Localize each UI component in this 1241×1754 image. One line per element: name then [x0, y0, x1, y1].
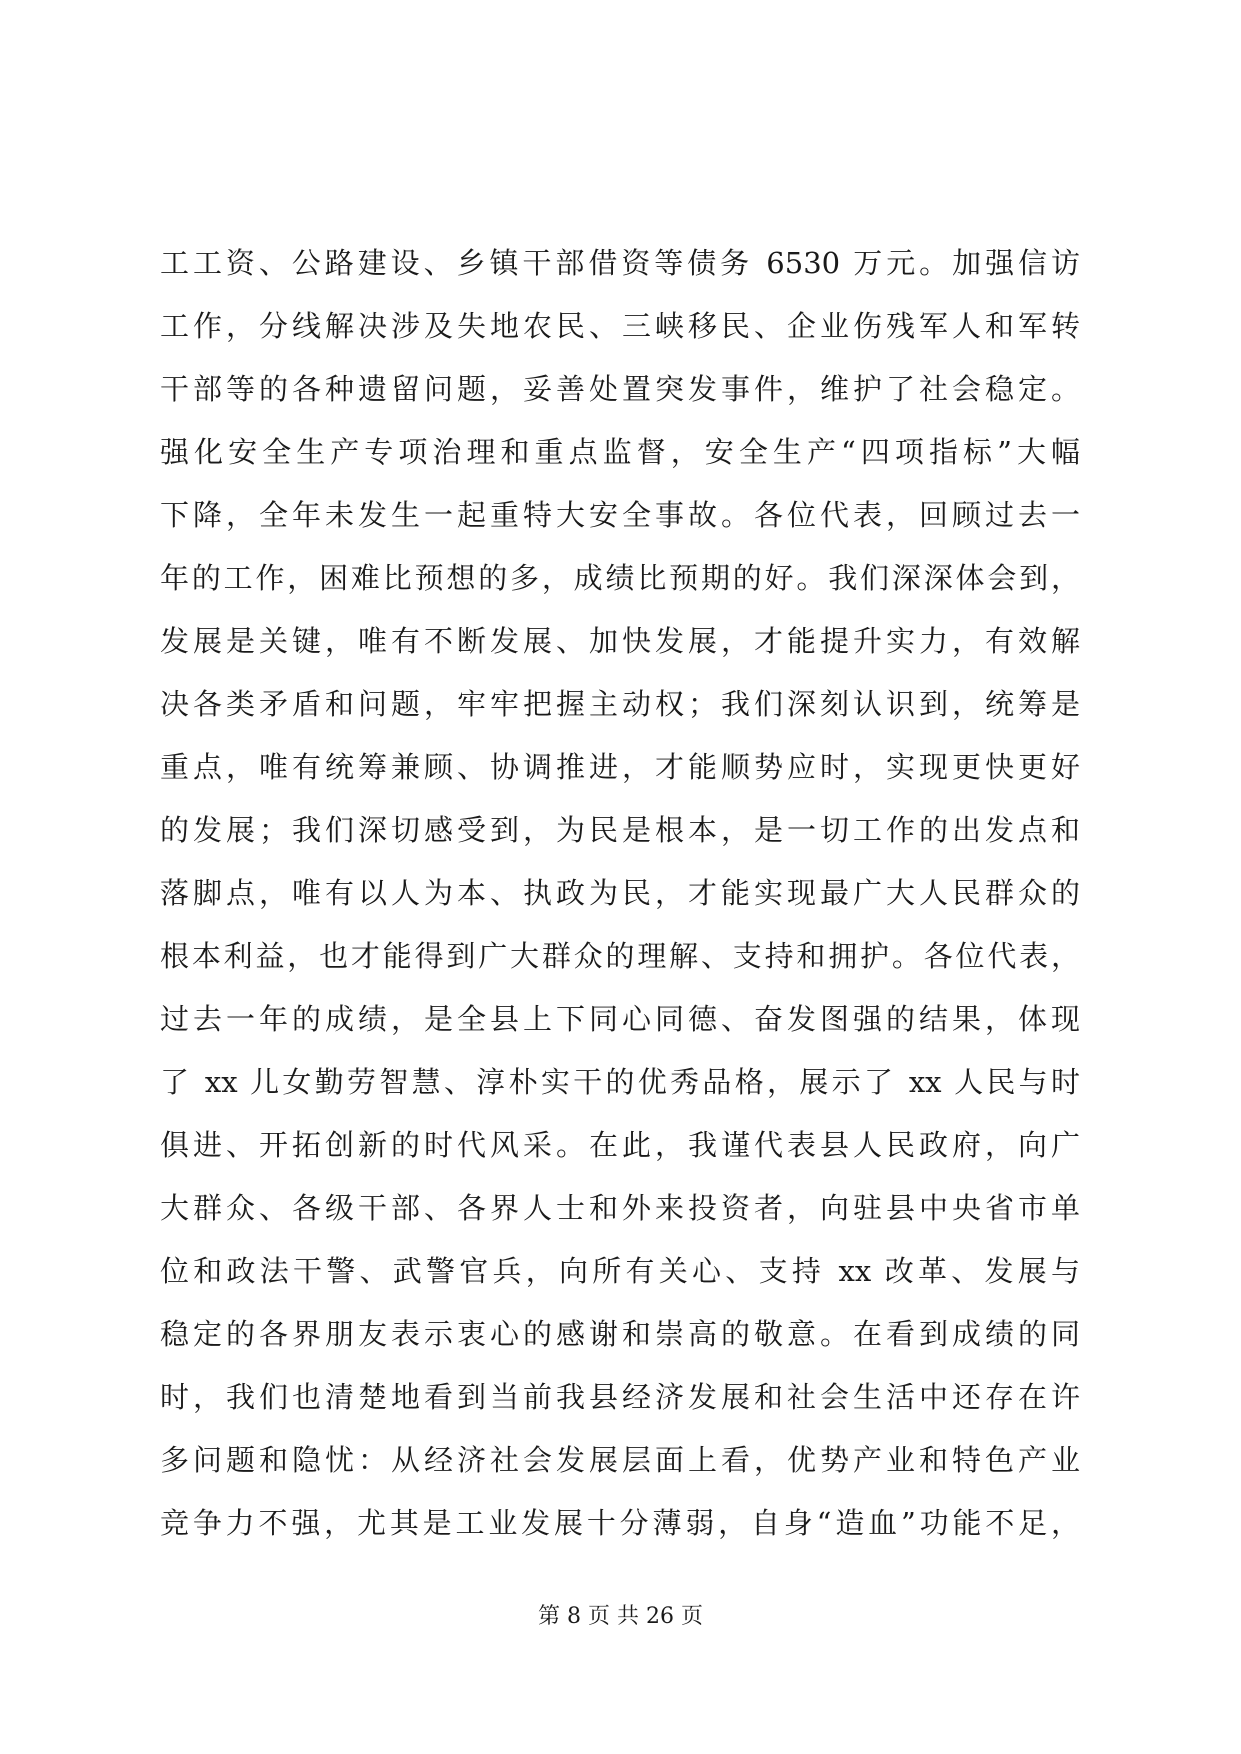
text-line: 多问题和隐忧：从经济社会发展层面上看，优势产业和特色产业 — [160, 1443, 1080, 1477]
text-line: 重点，唯有统筹兼顾、协调推进，才能顺势应时，实现更快更好 — [160, 750, 1080, 784]
text-line: 下降，全年未发生一起重特大安全事故。各位代表，回顾过去一 — [160, 498, 1080, 532]
text-line: 工工资、公路建设、乡镇干部借资等债务 6530 万元。加强信访 — [160, 246, 1080, 280]
text-line: 的发展；我们深切感受到，为民是根本，是一切工作的出发点和 — [160, 813, 1080, 847]
text-line: 发展是关键，唯有不断发展、加快发展，才能提升实力，有效解 — [160, 624, 1080, 658]
text-line: 强化安全生产专项治理和重点监督，安全生产“四项指标”大幅 — [160, 435, 1080, 469]
text-line: 工作，分线解决涉及失地农民、三峡移民、企业伤残军人和军转 — [160, 309, 1080, 343]
text-line: 落脚点，唯有以人为本、执政为民，才能实现最广大人民群众的 — [160, 876, 1080, 910]
text-line: 位和政法干警、武警官兵，向所有关心、支持 xx 改革、发展与 — [160, 1254, 1080, 1288]
text-line: 决各类矛盾和问题，牢牢把握主动权；我们深刻认识到，统筹是 — [160, 687, 1080, 721]
text-line: 大群众、各级干部、各界人士和外来投资者，向驻县中央省市单 — [160, 1191, 1080, 1225]
page-number-footer: 第 8 页 共 26 页 — [538, 1604, 703, 1629]
text-line: 稳定的各界朋友表示衷心的感谢和崇高的敬意。在看到成绩的同 — [160, 1317, 1080, 1351]
text-line: 时，我们也清楚地看到当前我县经济发展和社会生活中还存在许 — [160, 1380, 1080, 1414]
body-text — [160, 232, 1080, 1555]
text-line: 俱进、开拓创新的时代风采。在此，我谨代表县人民政府，向广 — [160, 1128, 1080, 1162]
text-line: 竞争力不强，尤其是工业发展十分薄弱，自身“造血”功能不足， — [160, 1506, 1080, 1540]
text-line: 过去一年的成绩，是全县上下同心同德、奋发图强的结果，体现 — [160, 1002, 1080, 1036]
text-line: 年的工作，困难比预想的多，成绩比预期的好。我们深深体会到， — [160, 561, 1080, 595]
text-line: 了 xx 儿女勤劳智慧、淳朴实干的优秀品格，展示了 xx 人民与时 — [160, 1065, 1080, 1099]
text-line: 根本利益，也才能得到广大群众的理解、支持和拥护。各位代表， — [160, 939, 1080, 973]
text-line: 干部等的各种遗留问题，妥善处置突发事件，维护了社会稳定。 — [160, 372, 1080, 406]
